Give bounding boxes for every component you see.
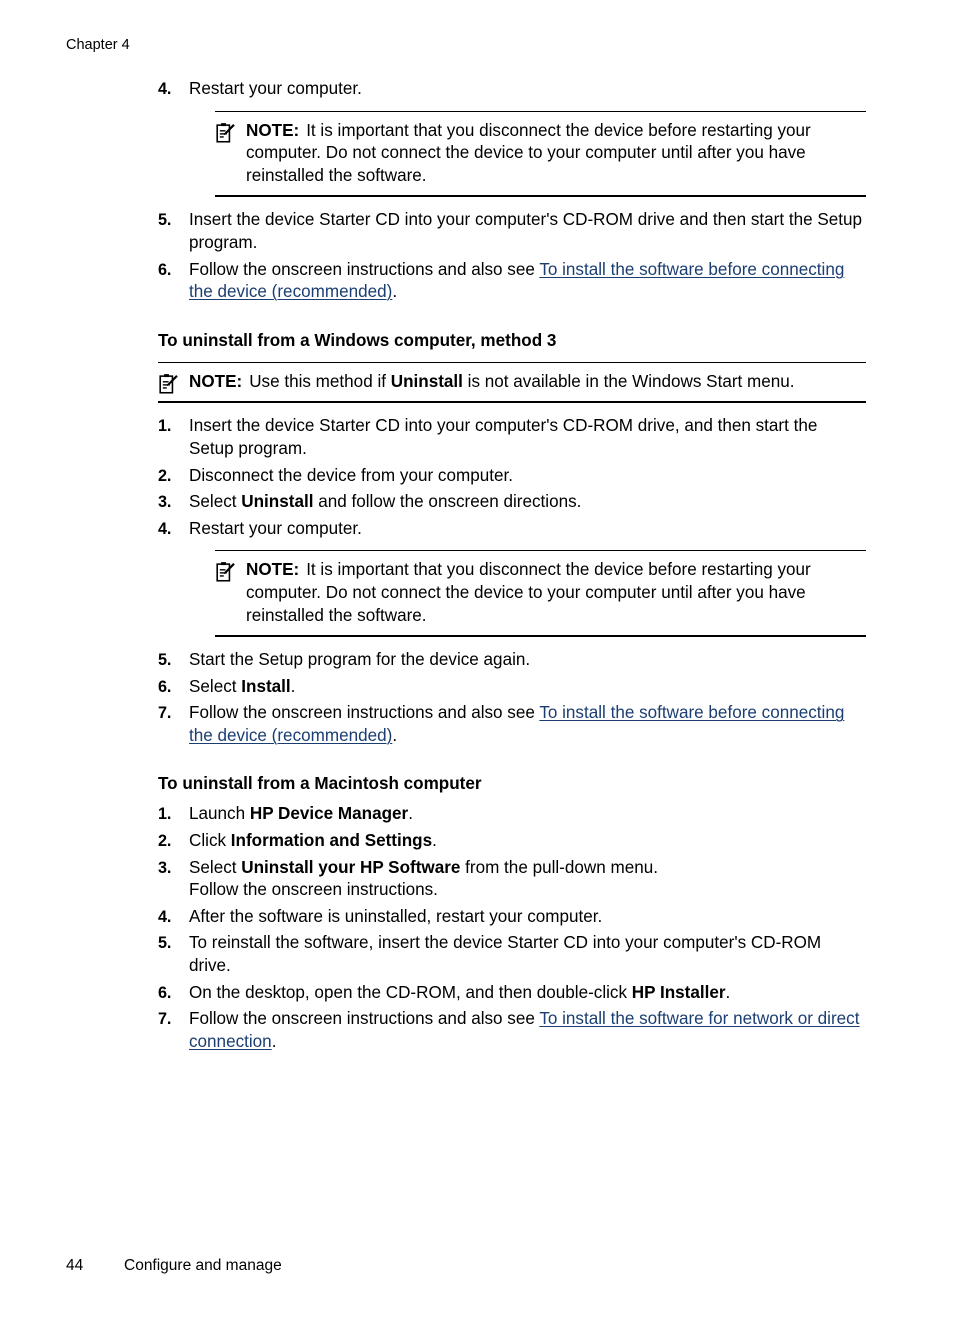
step-text-suffix: from the pull-down menu. xyxy=(460,857,658,877)
list-item xyxy=(158,906,866,929)
step-text-prefix: Follow the onscreen instructions and also see xyxy=(189,259,540,279)
step-text xyxy=(189,830,866,853)
step-text-suffix: . xyxy=(408,804,413,824)
page-footer xyxy=(66,1256,282,1275)
note-clipboard-pencil-icon xyxy=(215,122,236,144)
note-text-bold: Uninstall xyxy=(390,371,463,391)
step-text: Disconnect the device from your computer. xyxy=(189,465,513,485)
cross-reference-link[interactable]: To install the software before connecting the device (recommended) xyxy=(189,703,845,745)
list-item xyxy=(158,649,866,672)
note-body xyxy=(158,371,866,394)
step-text xyxy=(189,857,866,880)
step-text: Insert the device Starter CD into your computer's CD-ROM drive and then start the Setup program. xyxy=(189,210,863,252)
step-number: 7. xyxy=(158,1010,172,1029)
step-text-bold: Information and Settings xyxy=(230,831,433,851)
step-number: 6. xyxy=(158,983,172,1002)
note-body xyxy=(215,559,866,627)
step-text-bold: Uninstall your HP Software xyxy=(241,857,461,877)
note-clipboard-pencil-icon xyxy=(158,373,179,395)
note-box-restart-1 xyxy=(215,111,866,198)
step-text xyxy=(189,259,866,304)
list-item xyxy=(158,932,866,977)
list-item xyxy=(158,982,866,1005)
note-label: NOTE: xyxy=(246,560,300,580)
list-item xyxy=(158,78,866,101)
step-text-prefix: On the desktop, open the CD-ROM, and then double-click xyxy=(189,982,632,1002)
step-number: 6. xyxy=(158,260,172,279)
list-item xyxy=(158,1008,866,1053)
step-text-prefix: Follow the onscreen instructions and also see xyxy=(189,1009,540,1029)
step-text-suffix: . xyxy=(271,1031,277,1051)
note-text-prefix: Use this method if xyxy=(249,371,391,391)
step-text-suffix: . xyxy=(432,831,437,851)
list-item xyxy=(158,491,866,514)
steps-list-continued-2 xyxy=(158,209,866,303)
step-text-suffix: . xyxy=(290,676,296,696)
step-text: Start the Setup program for the device again. xyxy=(189,650,531,670)
step-text-prefix: Select xyxy=(189,676,242,696)
step-text-bold: Uninstall xyxy=(241,492,314,512)
steps-list-continued xyxy=(158,78,866,101)
page-content xyxy=(158,78,866,1057)
step-text-prefix: Click xyxy=(189,831,231,851)
step-text-prefix: Launch xyxy=(189,804,250,824)
step-text-suffix: . xyxy=(725,982,731,1002)
step-text-prefix: Follow the onscreen instructions and also see xyxy=(189,703,540,723)
step-text: Restart your computer. xyxy=(189,518,362,538)
list-item xyxy=(158,415,866,460)
step-number: 3. xyxy=(158,858,172,877)
footer-section-title: Configure and manage xyxy=(124,1257,282,1274)
step-number: 2. xyxy=(158,832,172,851)
step-text-suffix: . xyxy=(392,725,398,745)
step-number: 1. xyxy=(158,805,172,824)
footer-page-number: 44 xyxy=(66,1257,84,1274)
step-text xyxy=(189,803,866,826)
step-text xyxy=(189,1008,866,1053)
list-item xyxy=(158,857,866,902)
step-text: After the software is uninstalled, restart your computer. xyxy=(189,906,603,926)
list-item xyxy=(158,518,866,541)
step-text-suffix: . xyxy=(392,282,398,302)
chapter-running-head: Chapter 4 xyxy=(66,37,130,53)
list-item xyxy=(158,803,866,826)
step-text-bold: HP Device Manager xyxy=(249,804,409,824)
note-box-method3 xyxy=(158,362,866,404)
step-number: 7. xyxy=(158,704,172,723)
list-item xyxy=(158,259,866,304)
step-number: 6. xyxy=(158,677,172,696)
note-text-suffix: is not available in the Windows Start menu. xyxy=(462,371,795,391)
list-item xyxy=(158,830,866,853)
step-text xyxy=(189,702,866,747)
list-item xyxy=(158,209,866,254)
list-item xyxy=(158,465,866,488)
step-text-prefix: Select xyxy=(189,492,242,512)
step-text: Restart your computer. xyxy=(189,79,362,98)
step-text-prefix: Select xyxy=(189,857,242,877)
list-item xyxy=(158,676,866,699)
step-text xyxy=(189,676,866,699)
step-number: 5. xyxy=(158,934,172,953)
steps-list-windows-method3-cont xyxy=(158,649,866,747)
step-text: To reinstall the software, insert the device Starter CD into your computer's CD-ROM drive. xyxy=(189,933,822,976)
step-text-second-line: Follow the onscreen instructions. xyxy=(189,880,438,900)
note-text: It is important that you disconnect the device before restarting your computer. Do not connect the device to your computer until after you have reinstalled the software. xyxy=(246,560,811,625)
list-item xyxy=(158,702,866,747)
cross-reference-link[interactable]: To install the software before connecting the device (recommended) xyxy=(189,259,845,302)
step-number: 2. xyxy=(158,466,172,485)
steps-list-windows-method3 xyxy=(158,415,866,540)
step-number: 1. xyxy=(158,417,172,436)
step-text-bold: HP Installer xyxy=(631,982,726,1002)
step-number: 4. xyxy=(158,80,172,98)
cross-reference-link[interactable]: To install the software for network or direct connection xyxy=(189,1009,860,1051)
step-number: 5. xyxy=(158,211,172,230)
step-text xyxy=(189,491,866,514)
note-clipboard-pencil-icon xyxy=(215,561,236,583)
steps-list-macintosh xyxy=(158,803,866,1053)
note-label: NOTE: xyxy=(189,371,243,391)
section-heading-windows-method3: To uninstall from a Windows computer, method 3 xyxy=(158,330,557,350)
step-number: 4. xyxy=(158,519,172,538)
step-number: 3. xyxy=(158,493,172,512)
note-body xyxy=(215,120,866,188)
note-text: It is important that you disconnect the device before restarting your computer. Do not connect the device to your computer until after you have reinstalled the software. xyxy=(246,120,811,185)
step-text-suffix: and follow the onscreen directions. xyxy=(313,492,582,512)
step-number: 5. xyxy=(158,651,172,670)
step-text xyxy=(189,982,866,1005)
step-number: 4. xyxy=(158,907,172,926)
section-heading-macintosh: To uninstall from a Macintosh computer xyxy=(158,774,482,794)
note-label: NOTE: xyxy=(246,120,300,140)
note-box-restart-2 xyxy=(215,550,866,637)
step-text: Insert the device Starter CD into your computer's CD-ROM drive, and then start the Setup program. xyxy=(189,416,818,458)
step-text-bold: Install xyxy=(241,676,291,696)
